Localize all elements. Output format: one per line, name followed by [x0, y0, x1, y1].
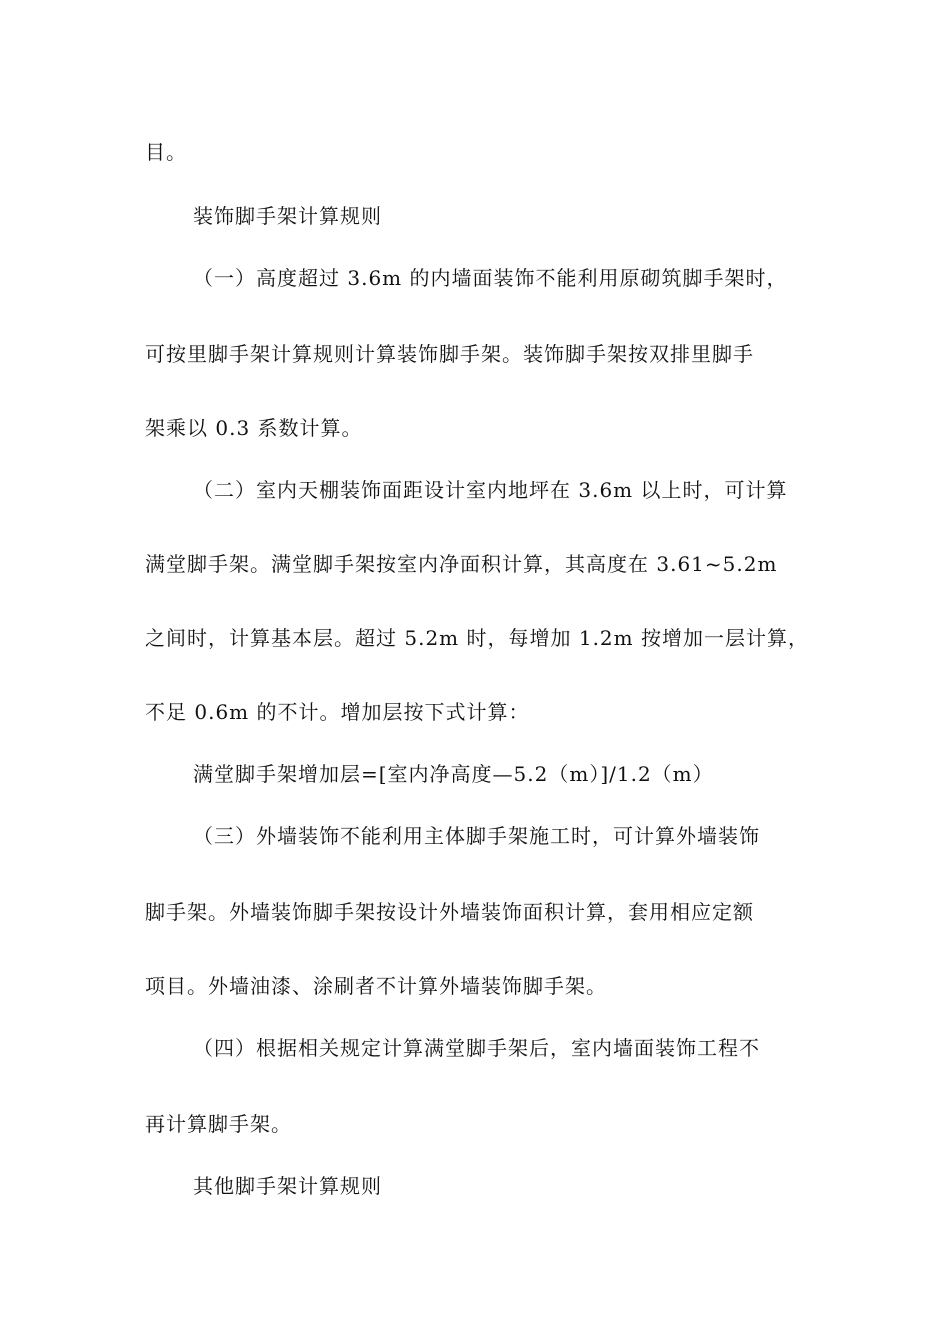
text-line: 可按里脚手架计算规则计算装饰脚手架。装饰脚手架按双排里脚手: [145, 342, 754, 366]
formula-line: 满堂脚手架增加层=[室内净高度—5.2（m）]/1.2（m）: [193, 762, 714, 786]
text-line: 架乘以 0.3 系数计算。: [145, 416, 363, 440]
text-line: 之间时，计算基本层。超过 5.2m 时，每增加 1.2m 按增加一层计算，: [145, 626, 809, 650]
text-line: （四）根据相关规定计算满堂脚手架后，室内墙面装饰工程不: [193, 1036, 760, 1060]
text-line: 再计算脚手架。: [145, 1112, 292, 1136]
text-line: 不足 0.6m 的不计。增加层按下式计算：: [145, 700, 530, 724]
text-line: （一）高度超过 3.6m 的内墙面装饰不能利用原砌筑脚手架时，: [193, 266, 788, 290]
text-line: 满堂脚手架。满堂脚手架按室内净面积计算，其高度在 3.61~5.2m: [145, 552, 778, 576]
text-line: （三）外墙装饰不能利用主体脚手架施工时，可计算外墙装饰: [193, 824, 760, 848]
text-line: 目。: [145, 140, 187, 164]
section-heading-other-scaffold: 其他脚手架计算规则: [193, 1174, 382, 1198]
text-line: 脚手架。外墙装饰脚手架按设计外墙装饰面积计算，套用相应定额: [145, 900, 754, 924]
text-line: （二）室内天棚装饰面距设计室内地坪在 3.6m 以上时，可计算: [193, 478, 788, 502]
section-heading-decoration-scaffold: 装饰脚手架计算规则: [193, 204, 382, 228]
text-line: 项目。外墙油漆、涂刷者不计算外墙装饰脚手架。: [145, 974, 607, 998]
